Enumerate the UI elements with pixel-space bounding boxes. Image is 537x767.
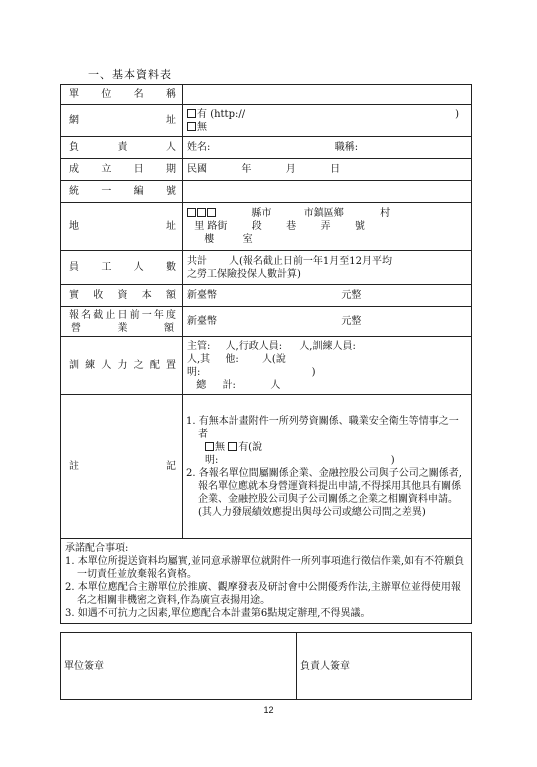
label-capital: 實收資本額: [61, 285, 183, 307]
unit-signature-label: 單位簽章: [64, 660, 104, 672]
row-revenue: [61, 307, 472, 337]
established-era: 民國: [187, 164, 207, 175]
revenue-field: [183, 307, 472, 337]
website-url-prefix: (http://: [210, 108, 246, 120]
employees-note-line2: 之勞工保險投保人數計算): [187, 268, 301, 280]
page-number: 12: [263, 705, 274, 715]
address-field: [183, 203, 472, 251]
trainers-explain-close: ): [311, 366, 316, 378]
label-revenue-line1: 報名截止日前一年度: [69, 309, 176, 321]
established-month: 月: [285, 164, 296, 175]
remark-explain-close: ): [390, 454, 395, 466]
remark-yes-label: 有(說: [238, 441, 263, 453]
leader-signature-box[interactable]: [297, 633, 472, 700]
capital-field: [183, 285, 472, 307]
row-tax-id: [61, 181, 472, 203]
established-field: [183, 159, 472, 181]
commitment-item-3: 3. 如遇不可抗力之因素,單位應配合本計畫第6點規定辦理,不得異議。: [65, 608, 371, 619]
commitment-box: [61, 539, 472, 624]
commitment-item-2: 2. 本單位應配合主辦單位於推廣、觀摩發表及研討會中公開優秀作法,主辦單位並得使用報名之相關非機密之資料,作為廣宣表揚用途。: [65, 582, 461, 606]
capital-unit: 元整: [341, 290, 362, 301]
trainers-explain: 明:: [187, 366, 201, 378]
row-leader: [61, 137, 472, 159]
employees-field: [183, 251, 472, 285]
trainers-supervisor: 主管:: [187, 340, 211, 352]
row-commitment: [61, 539, 472, 624]
remarks-field: [183, 395, 472, 539]
trainers-other-count: 人(說: [261, 353, 286, 365]
postcode-box-2[interactable]: [197, 208, 206, 217]
label-unit-name: 單位名稱: [61, 85, 183, 105]
established-year: 年: [241, 164, 252, 175]
employees-note-line1: 人(報名截止日前一年1月至12月平均: [229, 255, 392, 267]
remark-yes-checkbox[interactable]: [228, 442, 237, 451]
label-revenue: [61, 307, 183, 337]
label-established: 成立日期: [61, 159, 183, 181]
postcode-box-1[interactable]: [187, 208, 196, 217]
tax-id-field[interactable]: [183, 181, 472, 203]
trainers-other: 他:: [225, 353, 239, 365]
basic-info-table: [60, 84, 472, 624]
label-leader: 負責人: [61, 137, 183, 159]
label-remarks: 註記: [61, 395, 183, 539]
trainers-other-prefix: 人,其: [187, 353, 211, 365]
revenue-currency: 新臺幣: [187, 316, 217, 327]
address-room: 室: [242, 234, 253, 245]
remark-no-label: 無: [215, 441, 225, 453]
row-employees: [61, 251, 472, 285]
unit-name-field[interactable]: [183, 85, 472, 105]
address-floor: 樓: [204, 234, 215, 245]
leader-field: [183, 137, 472, 159]
signature-table: [60, 632, 472, 700]
address-number: 號: [354, 221, 365, 232]
website-yes-label: 有: [197, 108, 207, 120]
row-website: [61, 105, 472, 137]
website-yes-checkbox[interactable]: [187, 109, 196, 118]
remark-item-1-options: [186, 441, 468, 454]
website-field: [183, 105, 472, 137]
section-title: 一、基本資料表: [88, 68, 172, 81]
address-section: 段: [251, 221, 262, 232]
trainers-total-label: 總: [196, 379, 207, 391]
address-lane: 巷: [286, 221, 297, 232]
unit-signature-box[interactable]: [61, 633, 297, 700]
trainers-total-label2: 計:: [222, 379, 236, 391]
address-city: 縣市: [251, 208, 272, 219]
remark-item-1-text: 有無本計畫附件一所列勞資關係、職業安全衛生等情事之一者: [198, 415, 459, 440]
label-address: 地址: [61, 203, 183, 251]
commitment-title: 承諾配合事項:: [65, 543, 129, 554]
remark-item-2: [186, 467, 468, 519]
label-trainers: 訓練人力之配置: [61, 337, 183, 395]
remark-item-2-text: 各報名單位間屬關係企業、金融控股公司與子公司之關係者,報名單位應就本身營運資料提出申請,不得採用其他具有關係企業、金融控股公司與子公司關係之企業之相關資料申請。(其人力發展績效應提出與母公司或總公司間之差異): [198, 467, 462, 518]
trainers-trainer: 人,訓練人員:: [299, 340, 356, 352]
website-url-close: ): [455, 108, 459, 120]
address-alley: 弄: [320, 221, 331, 232]
leader-title-label: 職稱:: [334, 142, 359, 153]
commitment-item-1: 1. 本單位所提送資料均屬實,並同意承辦單位就附件一所列事項進行徵信作業,如有不符願負一切責任並放棄報名資格。: [65, 556, 465, 580]
row-address: [61, 203, 472, 251]
remark-explain-label: 明:: [205, 454, 219, 466]
remark-item-2-number: 2.: [186, 467, 196, 479]
row-capital: [61, 285, 472, 307]
remark-item-1: [186, 415, 468, 441]
trainers-total-unit: 人: [270, 379, 281, 391]
label-website: 網址: [61, 105, 183, 137]
address-neighborhood: 里: [194, 221, 205, 232]
leader-name-label: 姓名:: [187, 142, 211, 153]
remark-item-1-number: 1.: [186, 415, 196, 427]
revenue-unit: 元整: [341, 316, 362, 327]
capital-currency: 新臺幣: [187, 290, 217, 301]
label-tax-id: 統一編號: [61, 181, 183, 203]
website-no-label: 無: [197, 121, 207, 133]
trainers-field: [183, 337, 472, 395]
remark-item-1-explain: [186, 454, 468, 467]
address-road: 路街: [207, 221, 228, 232]
address-district: 市鎮區鄉: [303, 208, 344, 219]
website-no-checkbox[interactable]: [187, 122, 196, 131]
postcode-box-3[interactable]: [207, 208, 216, 217]
remark-no-checkbox[interactable]: [205, 442, 214, 451]
row-trainers: [61, 337, 472, 395]
leader-signature-label: 負責人簽章: [300, 660, 350, 672]
trainers-admin: 人,行政人員:: [225, 340, 283, 352]
row-remarks: [61, 395, 472, 539]
established-day: 日: [330, 164, 341, 175]
row-established: [61, 159, 472, 181]
label-revenue-line2: 營業額: [71, 322, 174, 334]
label-employees: 員工人數: [61, 251, 183, 285]
address-village: 村: [380, 208, 391, 219]
employees-total-label: 共計: [187, 255, 207, 267]
row-unit-name: [61, 85, 472, 105]
